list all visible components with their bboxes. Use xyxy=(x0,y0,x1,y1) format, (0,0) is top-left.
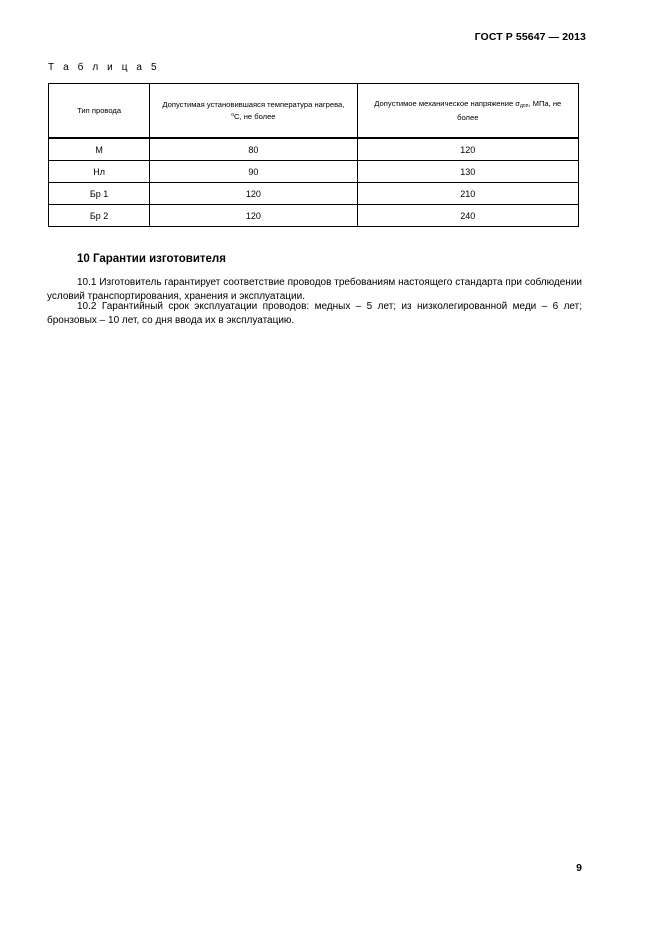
paragraph-10-1: 10.1 Изготовитель гарантирует соответствие проводов требованиям настоящего стандарта при соблюдении условий транспортирования, хранения и эксплуатации. xyxy=(47,277,582,302)
header-temperature: Допустимая установившаяся температура нагрева, $^o$С, не более xyxy=(150,84,357,139)
cell-stress: 130 xyxy=(357,161,578,183)
cell-temperature: 120 xyxy=(150,183,357,205)
document-code: ГОСТ Р 55647 — 2013 xyxy=(474,31,586,43)
cell-wire-type: Нл xyxy=(49,161,150,183)
cell-temperature: 120 xyxy=(150,205,357,227)
cell-wire-type: Бр 1 xyxy=(49,183,150,205)
table-row xyxy=(49,183,579,205)
table-row xyxy=(49,138,579,161)
cell-stress: 120 xyxy=(357,138,578,161)
header-wire-type: Тип провода xyxy=(49,84,150,139)
page-number: 9 xyxy=(576,862,582,874)
cell-wire-type: М xyxy=(49,138,150,161)
cell-temperature: 80 xyxy=(150,138,357,161)
paragraph-10-2: 10.2 Гарантийный срок эксплуатации проводов: медных – 5 лет; из низколегированной меди – 6 лет; бронзовых – 10 лет, со дня ввода их в эксплуатацию. xyxy=(47,301,582,326)
header-stress: Допустимое механическое напряжение $\sigma_{доп}$, МПа, не более xyxy=(357,84,578,139)
table-header-row xyxy=(49,84,579,139)
cell-wire-type: Бр 2 xyxy=(49,205,150,227)
cell-temperature: 90 xyxy=(150,161,357,183)
table-row xyxy=(49,161,579,183)
section-heading: 10 Гарантии изготовителя xyxy=(77,253,226,265)
cell-stress: 240 xyxy=(357,205,578,227)
table-caption: Т а б л и ц а 5 xyxy=(48,62,160,73)
table-row xyxy=(49,205,579,227)
wire-spec-table xyxy=(48,83,579,227)
cell-stress: 210 xyxy=(357,183,578,205)
